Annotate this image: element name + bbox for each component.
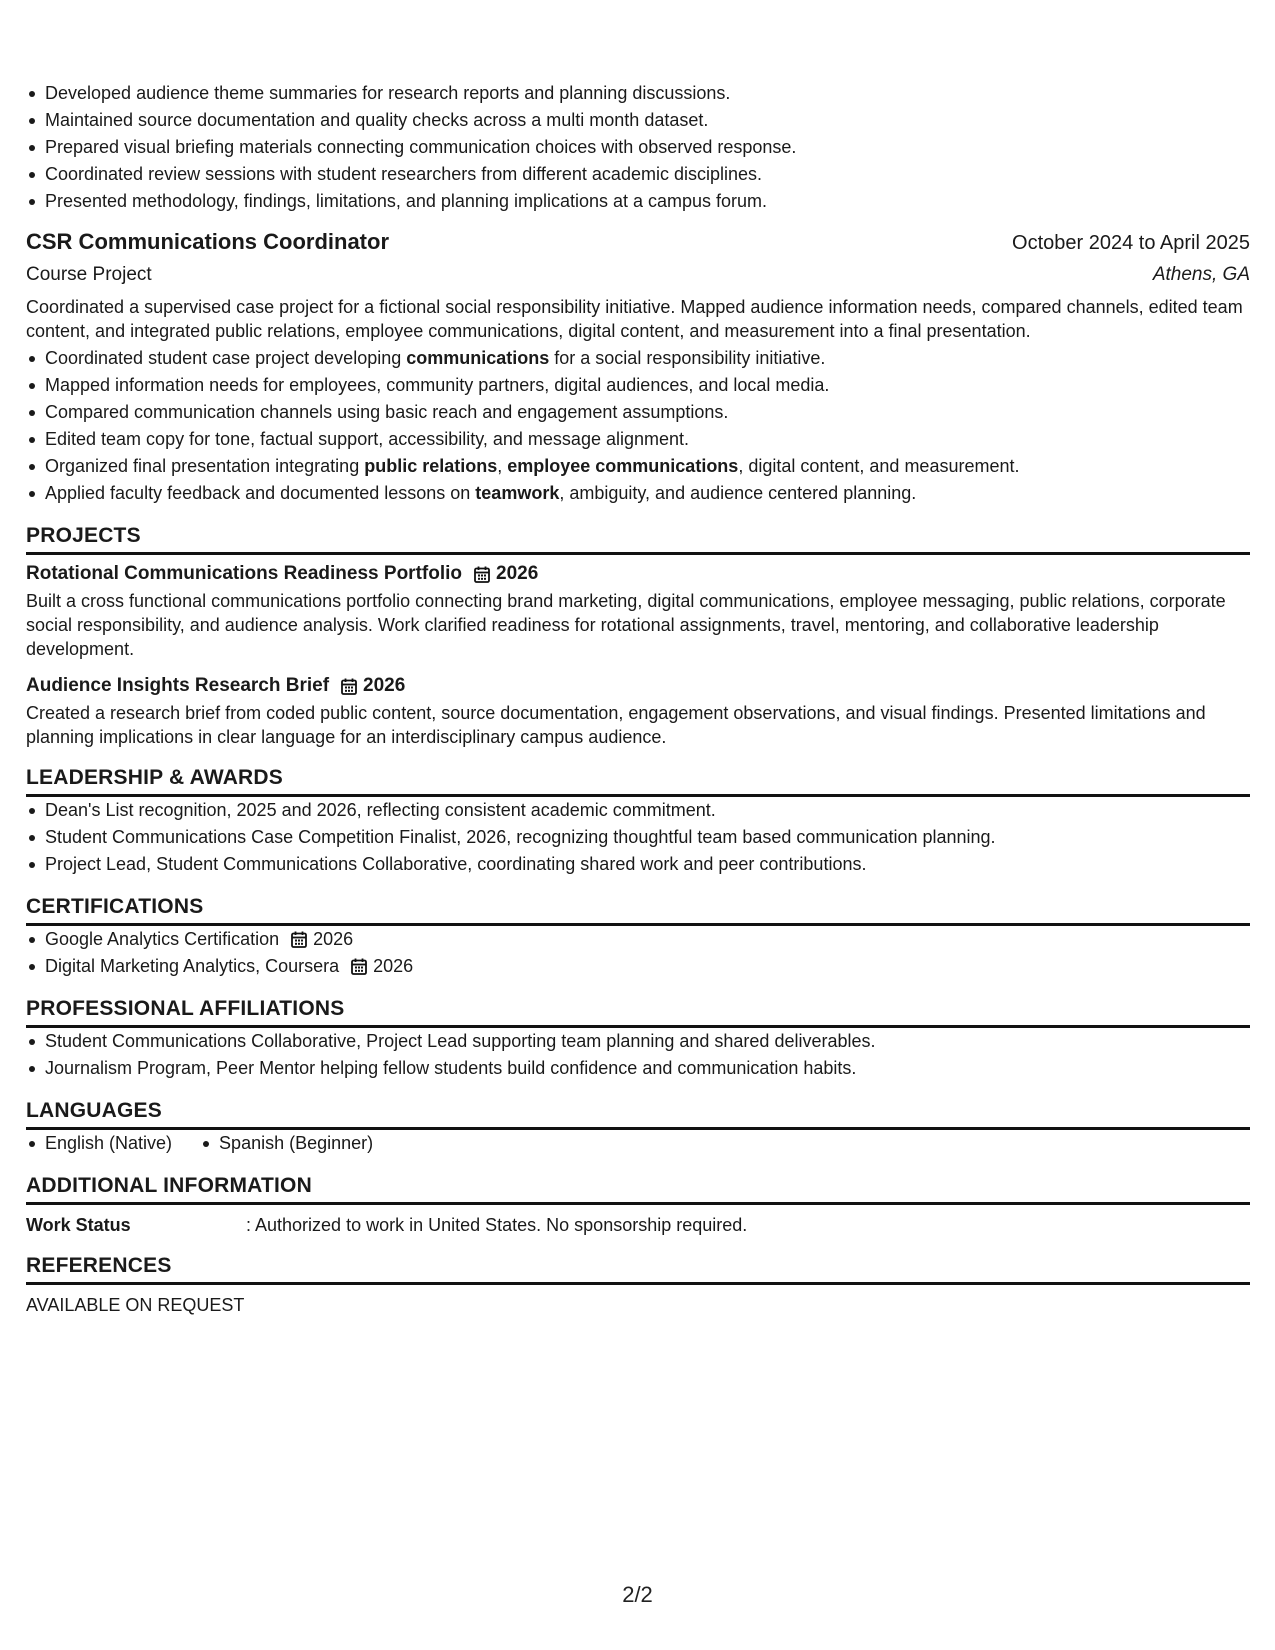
role-summary: Coordinated a supervised case project for a fictional social responsibility initiative. Mapped audience information needs, compared channels, edited team content, and integrated public relations, employee communications, digital content, and measurement into a final presentation.	[26, 297, 1243, 341]
project-year: 2026	[363, 675, 406, 696]
list-item: Maintained source documentation and quality checks across a multi month dataset.	[26, 107, 1250, 134]
certification-name: Google Analytics Certification	[45, 929, 280, 949]
project-description: Built a cross functional communications portfolio connecting brand marketing, digital communications, employee messaging, public relations, corporate social responsibility, and audience analysis. Work clarified readiness for rotational assignments, travel, mentoring, and collaborative leadership development.	[26, 591, 1226, 659]
certification-name: Digital Marketing Analytics, Coursera	[45, 956, 340, 976]
leadership-section	[26, 766, 1250, 878]
projects-section	[26, 524, 1250, 749]
section-heading: REFERENCES	[26, 1254, 1250, 1285]
list-item: Applied faculty feedback and documented lessons on teamwork, ambiguity, and audience centered planning.	[26, 480, 1250, 507]
calendar-icon	[351, 958, 367, 975]
role-bullets	[26, 345, 1250, 507]
role-organization: Course Project	[26, 264, 152, 285]
section-heading: CERTIFICATIONS	[26, 895, 1250, 926]
languages-section	[26, 1099, 1250, 1157]
work-status-row	[26, 1213, 1250, 1237]
project-title: Audience Insights Research Brief	[26, 675, 330, 696]
section-heading: PROJECTS	[26, 524, 1250, 555]
project-entry	[26, 675, 1250, 749]
list-item: Prepared visual briefing materials connecting communication choices with observed response.	[26, 134, 1250, 161]
list-item	[26, 926, 1250, 953]
project-entry	[26, 563, 1250, 661]
certifications-section	[26, 895, 1250, 980]
role-dates: October 2024 to April 2025	[1012, 232, 1250, 254]
section-heading: LANGUAGES	[26, 1099, 1250, 1130]
list-item: Edited team copy for tone, factual support, accessibility, and message alignment.	[26, 426, 1250, 453]
experience-entry	[26, 229, 1250, 507]
project-description: Created a research brief from coded public content, source documentation, engagement observations, and visual findings. Presented limitations and planning implications in clear language for an interdisciplinary campus audience.	[26, 703, 1206, 747]
list-item: Mapped information needs for employees, community partners, digital audiences, and local media.	[26, 372, 1250, 399]
calendar-icon	[474, 566, 490, 583]
list-item: Student Communications Case Competition Finalist, 2026, recognizing thoughtful team based communication planning.	[26, 824, 1250, 851]
list-item: Organized final presentation integrating public relations, employee communications, digital content, and measurement.	[26, 453, 1250, 480]
section-heading: PROFESSIONAL AFFILIATIONS	[26, 997, 1250, 1028]
section-heading: LEADERSHIP & AWARDS	[26, 766, 1250, 797]
list-item: Journalism Program, Peer Mentor helping fellow students build confidence and communication habits.	[26, 1055, 1250, 1082]
list-item: Presented methodology, findings, limitations, and planning implications at a campus forum.	[26, 188, 1250, 215]
resume-page	[26, 80, 1250, 1317]
language-item: Spanish (Beginner)	[200, 1130, 373, 1157]
role-location: Athens, GA	[1152, 264, 1250, 285]
page-number: 2/2	[622, 1582, 653, 1607]
additional-info-section	[26, 1174, 1250, 1237]
work-status-label: Work Status	[26, 1215, 131, 1235]
calendar-icon	[291, 931, 307, 948]
section-heading: ADDITIONAL INFORMATION	[26, 1174, 1250, 1205]
list-item	[26, 953, 1250, 980]
list-item: Coordinated student case project developing communications for a social responsibility initiative.	[26, 345, 1250, 372]
references-section	[26, 1254, 1250, 1317]
list-item: Coordinated review sessions with student researchers from different academic disciplines.	[26, 161, 1250, 188]
project-year: 2026	[496, 563, 539, 584]
list-item: Compared communication channels using basic reach and engagement assumptions.	[26, 399, 1250, 426]
calendar-icon	[341, 678, 357, 695]
certification-year: 2026	[313, 929, 354, 949]
list-item: Dean's List recognition, 2025 and 2026, reflecting consistent academic commitment.	[26, 797, 1250, 824]
role-title: CSR Communications Coordinator	[26, 229, 390, 254]
affiliations-section	[26, 997, 1250, 1082]
project-title: Rotational Communications Readiness Portfolio	[26, 563, 462, 584]
certification-year: 2026	[373, 956, 414, 976]
references-text: AVAILABLE ON REQUEST	[26, 1295, 245, 1315]
previous-role-bullets	[26, 80, 1250, 215]
list-item: Project Lead, Student Communications Collaborative, coordinating shared work and peer contributions.	[26, 851, 1250, 878]
work-status-value: : Authorized to work in United States. No sponsorship required.	[246, 1215, 748, 1235]
list-item: Student Communications Collaborative, Project Lead supporting team planning and shared deliverables.	[26, 1028, 1250, 1055]
language-item: English (Native)	[26, 1130, 172, 1157]
list-item: Developed audience theme summaries for research reports and planning discussions.	[26, 80, 1250, 107]
